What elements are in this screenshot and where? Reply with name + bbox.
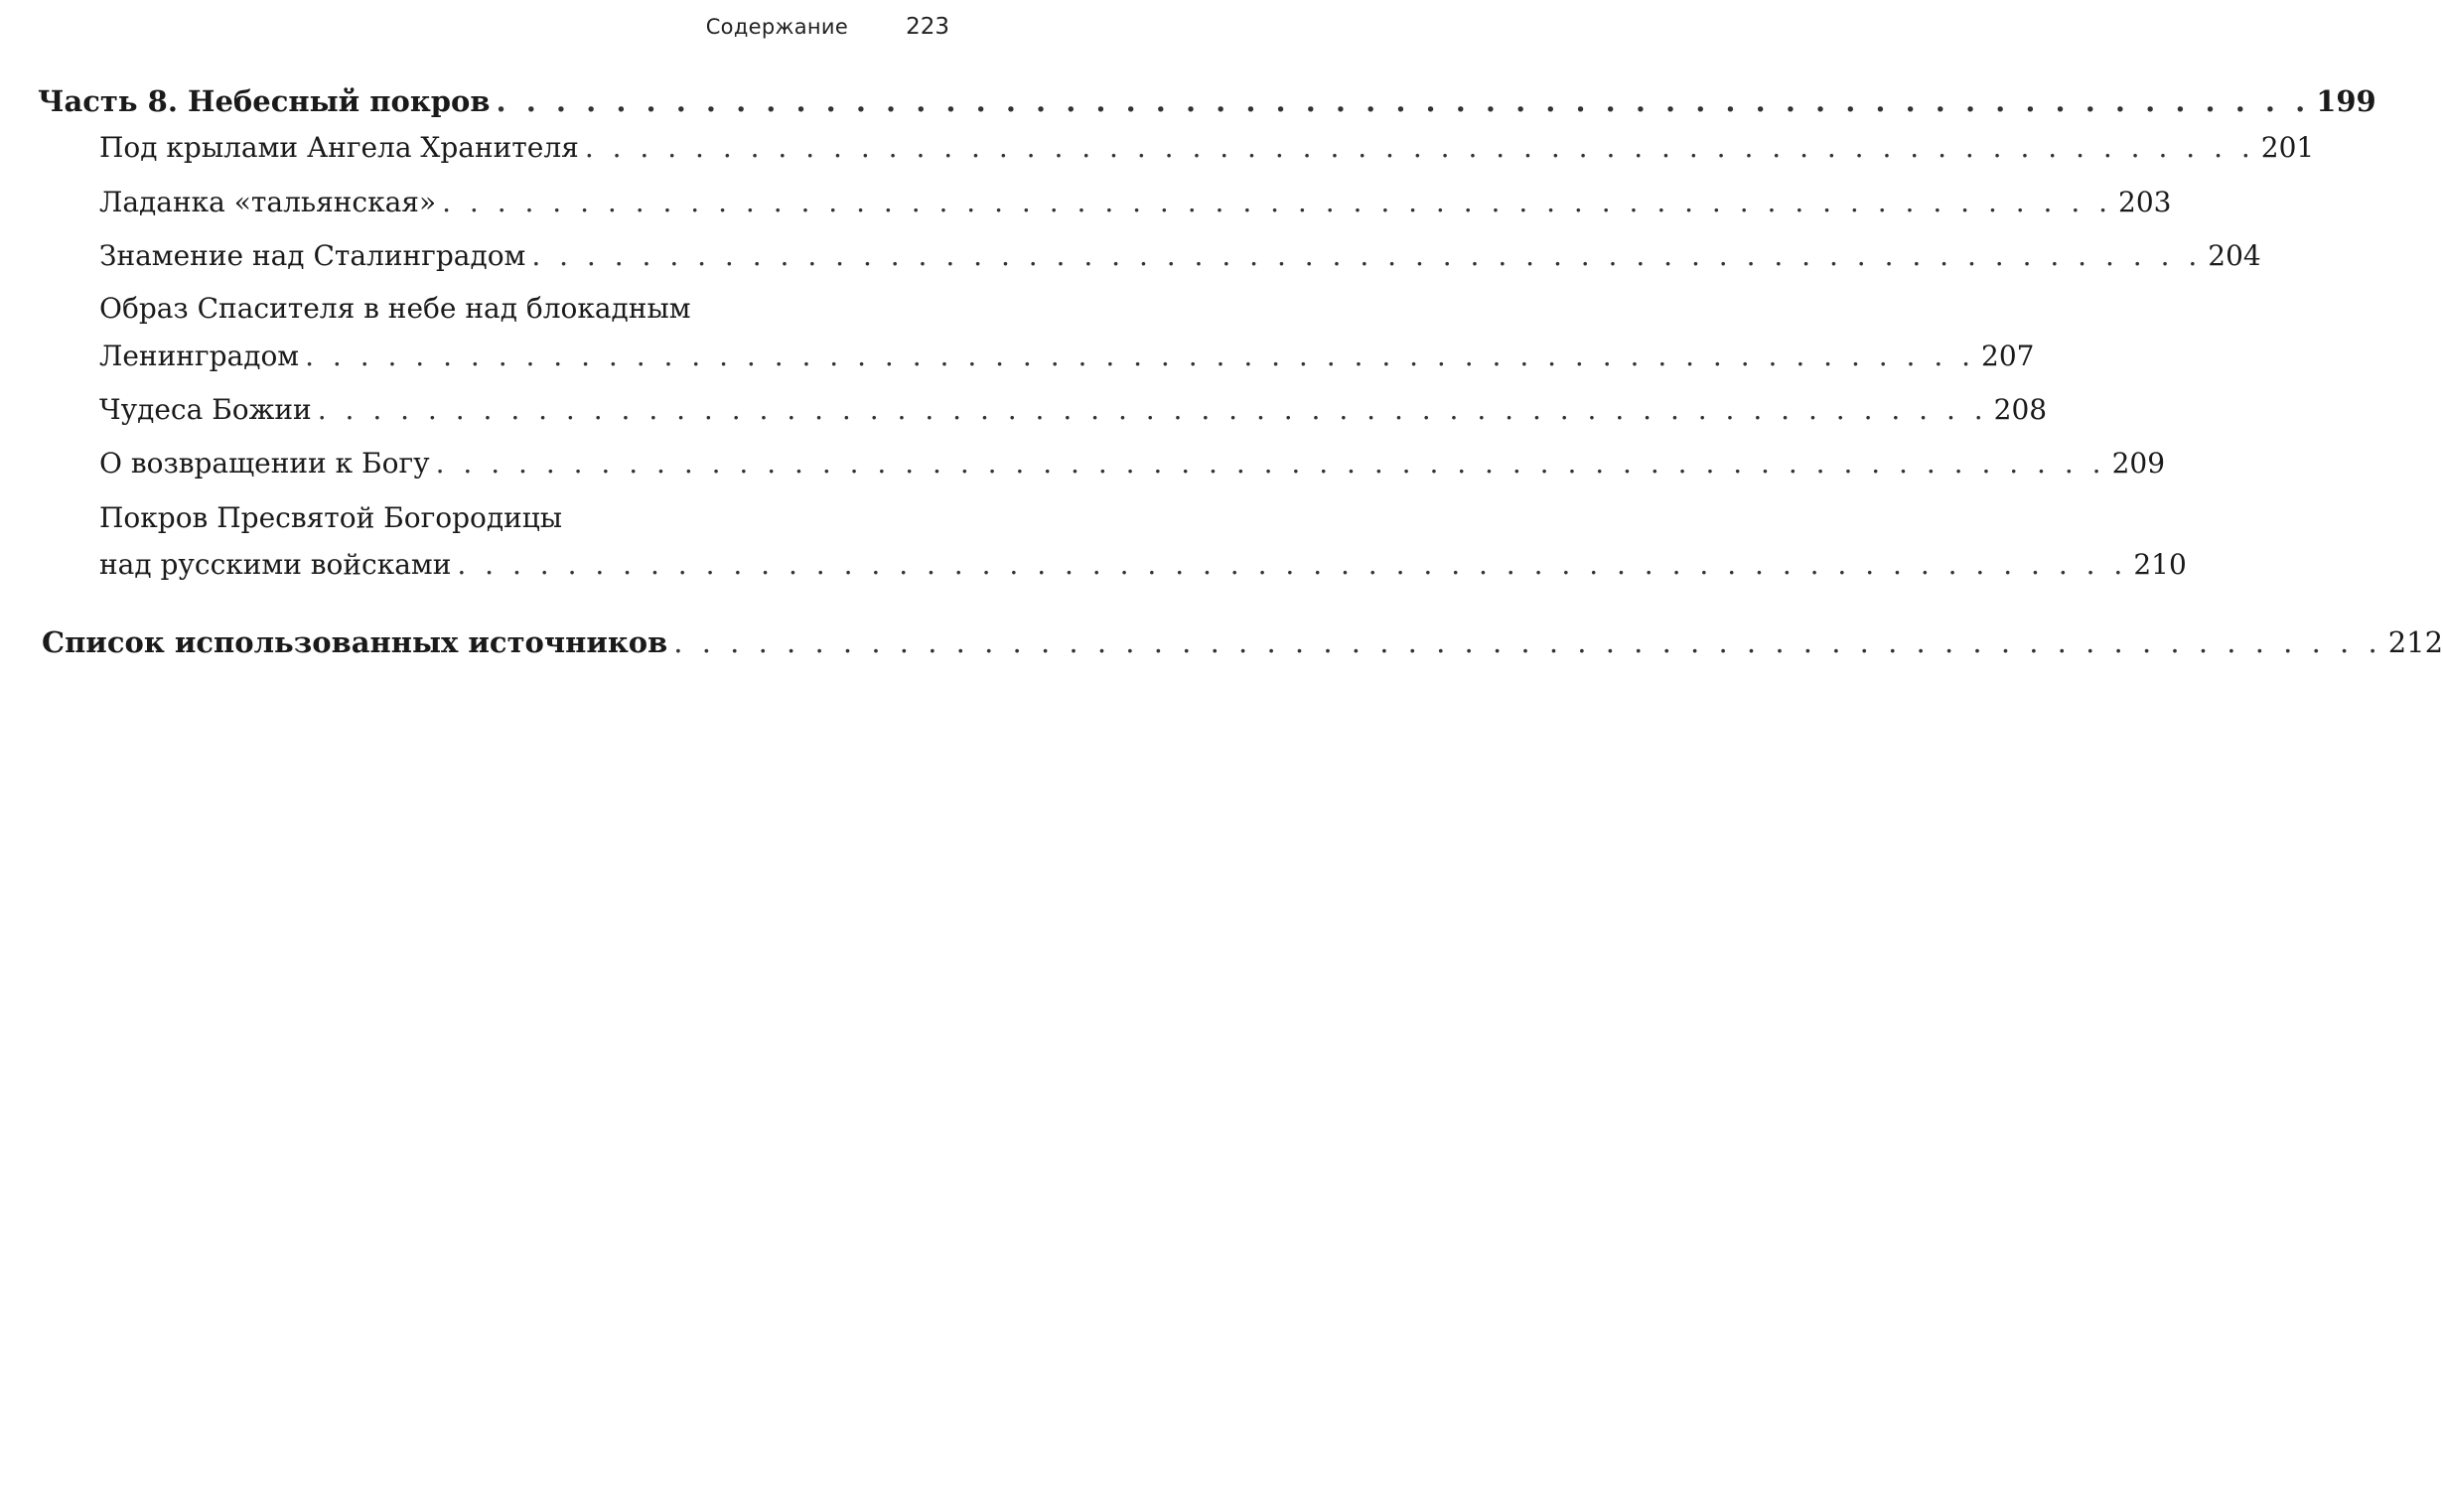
toc-entry-page: 209: [2111, 447, 2166, 480]
dot-leader: . . . . . . . . . . . . . . . . . . . . . . . . . . . . . . . . . . . . . . . . . . . . . . . . . . . . . . . . . . . . .: [673, 625, 2382, 659]
toc-entry-page: 199: [2316, 84, 2376, 118]
toc-entry-page: 210: [2133, 548, 2187, 581]
dot-leader: . . . . . . . . . . . . . . . . . . . . . . . . . . . . . . . . . . . . . . . . . . . . . . . . . . . . . . . . . . . . .: [531, 239, 2203, 272]
dot-leader: . . . . . . . . . . . . . . . . . . . . . . . . . . . . . . . . . . . . . . . . . . . . . . . . . . . . . . . . . . . . .: [305, 340, 1976, 372]
dot-leader: . . . . . . . . . . . . . . . . . . . . . . . . . . . . . . . . . . . . . . . . . . . . . . . . . . . . . . . . . . . . .: [435, 447, 2106, 480]
toc-entry-title: Чудеса Божии: [99, 393, 312, 426]
toc-entry-title: Под крылами Ангела Хранителя: [99, 131, 579, 164]
toc-entry-page: 204: [2208, 239, 2261, 272]
toc-entry-page: 212: [2387, 625, 2443, 659]
dot-leader: . . . . . . . . . . . . . . . . . . . . . . . . . . . . . . . . . . . . . . . . . . . . . . . . . . . . . . . . . . . . .: [457, 548, 2128, 581]
toc-entry[interactable]: [99, 239, 2261, 272]
toc-entry-title-line-1[interactable]: Образ Спасителя в небе над блокадным: [99, 292, 691, 325]
toc-entry-page: 207: [1981, 340, 2035, 372]
toc-entry[interactable]: [99, 548, 2187, 581]
toc-entry[interactable]: [99, 447, 2166, 480]
dot-leader: . . . . . . . . . . . . . . . . . . . . . . . . . . . . . . . . . . . . . . . . . . . . . . . . . . . . . . . . . . . . .: [584, 131, 2255, 164]
toc-entry[interactable]: [99, 340, 2035, 372]
toc-entry[interactable]: [99, 393, 2048, 426]
toc-entry-title: Часть 8. Небесный покров: [38, 84, 491, 118]
dot-leader: . . . . . . . . . . . . . . . . . . . . . . . . . . . . . . . . . . . . . . . . . . . . . . . . . . . . . . . . . . . . .: [496, 84, 2311, 118]
dot-leader: . . . . . . . . . . . . . . . . . . . . . . . . . . . . . . . . . . . . . . . . . . . . . . . . . . . . . . . . . . . . .: [442, 186, 2113, 218]
toc-entry-title-line-2: над русскими войсками: [99, 548, 452, 581]
toc-entry-sources[interactable]: [42, 625, 2443, 659]
toc-entry-page: 208: [1993, 393, 2048, 426]
running-title: Содержание: [705, 15, 849, 39]
toc-entry-page: 201: [2260, 131, 2315, 164]
page-number: 223: [906, 14, 949, 40]
toc-entry[interactable]: [99, 186, 2172, 218]
toc-entry-title: Знамение над Сталинградом: [99, 239, 526, 272]
toc-entry-part-8[interactable]: [38, 84, 2376, 118]
toc-entry-title-line-2: Ленинградом: [99, 340, 300, 372]
toc-entry-title: Список использованных источников: [42, 625, 668, 659]
toc-entry-title: О возвращении к Богу: [99, 447, 430, 480]
running-header: [706, 14, 949, 40]
dot-leader: . . . . . . . . . . . . . . . . . . . . . . . . . . . . . . . . . . . . . . . . . . . . . . . . . . . . . . . . . . . . .: [317, 393, 1988, 426]
toc-entry-title-line-1[interactable]: Покров Пресвятой Богородицы: [99, 501, 563, 534]
toc-entry[interactable]: [99, 131, 2315, 164]
toc-entry-title: Ладанка «тальянская»: [99, 186, 437, 218]
toc-entry-page: 203: [2118, 186, 2172, 218]
